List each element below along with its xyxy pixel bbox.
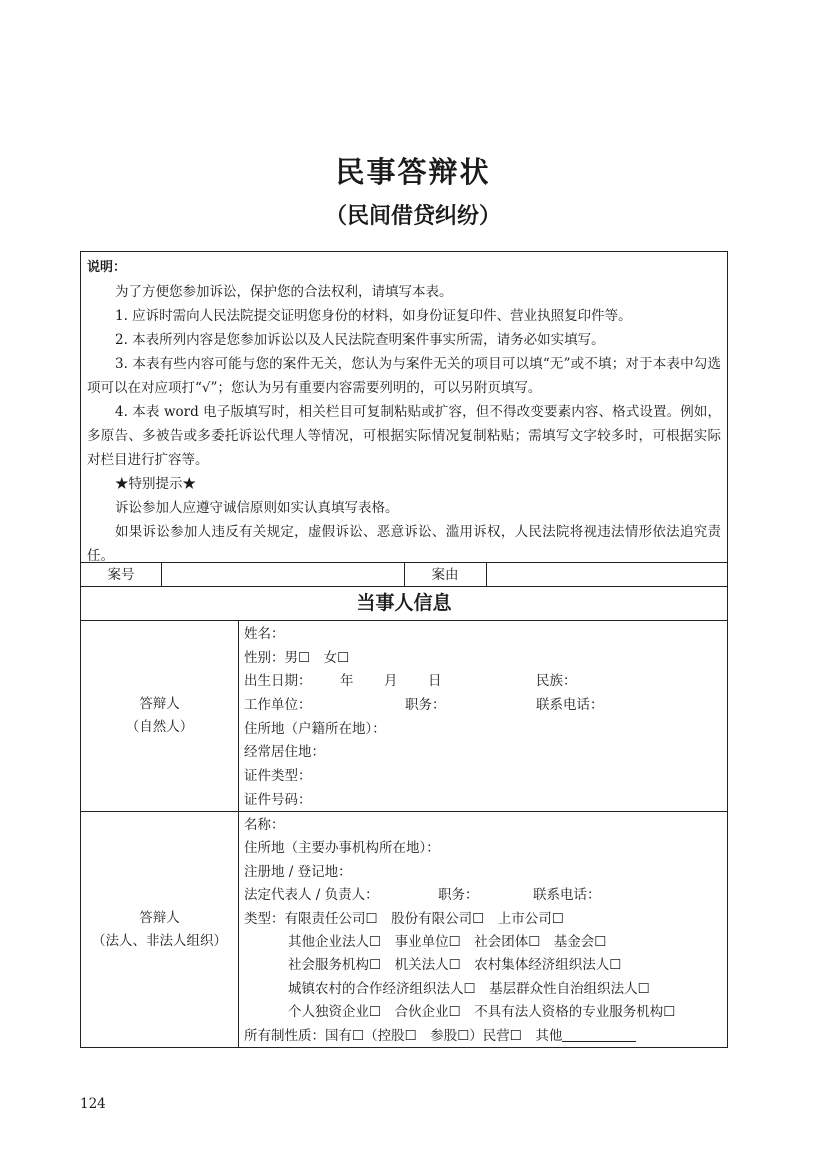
instruction-paragraph: 如果诉讼参加人违反有关规定，虚假诉讼、恶意诉讼、滥用诉权，人民法院将视违法情形依法追究责任。 xyxy=(87,524,721,564)
instruction-paragraph: 3. 本表有些内容可能与您的案件无关，您认为与案件无关的项目可以填“无”或不填；对于本表中勾选项可以在对应项打“√”；您认为另有重要内容需要列明的，可以另附页填写。 xyxy=(87,356,721,396)
employer-label: 工作单位： xyxy=(244,697,312,714)
registration-field[interactable]: 注册地 / 登记地： xyxy=(244,863,352,880)
case-cause-label: 案由 xyxy=(431,567,459,583)
special-notice-heading: ★特别提示★ xyxy=(115,476,196,492)
legal-person-label: （法人、非法人组织） xyxy=(92,933,227,949)
natural-person-fields xyxy=(244,623,723,813)
id-type-field[interactable]: 证件类型： xyxy=(244,768,312,785)
name-field[interactable]: 姓名： xyxy=(244,626,285,642)
instruction-paragraph: 诉讼参加人应遵守诚信原则如实认真填写表格。 xyxy=(115,500,399,516)
legal-person-fields xyxy=(244,814,723,1048)
case-info-row xyxy=(81,563,727,587)
rep-phone-label: 联系电话： xyxy=(533,887,601,904)
gender-field[interactable]: 性别：男☐ 女☐ xyxy=(244,649,350,666)
representative-row xyxy=(244,884,723,907)
domicile-field[interactable]: 住所地（户籍所在地）： xyxy=(244,720,386,737)
case-number-label: 案号 xyxy=(107,567,135,583)
instruction-paragraph: 4. 本表 word 电子版填写时，相关栏目可复制粘贴或扩容，但不得改变要素内容、格式设置。例如，多原告、多被告或多委托诉讼代理人等情况，可根据实际情况复制粘贴；需填写文字较多时，可根据实际对栏目进行扩容等。 xyxy=(87,404,721,468)
employment-row xyxy=(244,694,723,718)
case-cause-field[interactable] xyxy=(487,563,727,587)
instruction-paragraph: 2. 本表所列内容是您参加诉讼以及人民法院查明案件事实所需，请务必如实填写。 xyxy=(115,332,605,348)
instruction-paragraph: 1. 应诉时需向人民法院提交证明您身份的材料，如身份证复印件、营业执照复印件等。 xyxy=(115,308,632,324)
case-number-field[interactable] xyxy=(162,563,404,587)
natural-person-label: （自然人） xyxy=(125,719,194,735)
rep-position-label: 职务： xyxy=(438,887,479,904)
instructions-section xyxy=(81,252,727,563)
ownership-row[interactable] xyxy=(244,1025,723,1048)
respondent-label: 答辩人 xyxy=(139,910,180,926)
position-label: 职务： xyxy=(405,697,446,714)
defense-form-table xyxy=(80,251,728,1048)
page-number: 124 xyxy=(80,1096,106,1112)
birth-date-row xyxy=(244,670,723,694)
org-type-line[interactable]: 个人独资企业☐ 合伙企业☐ 不具有法人资格的专业服务机构☐ xyxy=(288,1004,676,1021)
month-label: 月 xyxy=(384,673,398,690)
respondent-label: 答辩人 xyxy=(139,696,180,712)
org-type-line[interactable]: 社会服务机构☐ 机关法人☐ 农村集体经济组织法人☐ xyxy=(288,957,622,974)
respondent-natural-person-label xyxy=(81,621,239,811)
party-info-heading: 当事人信息 xyxy=(81,587,727,621)
org-domicile-field[interactable]: 住所地（主要办事机构所在地）： xyxy=(244,840,440,857)
document-subtitle: （民间借贷纠纷） xyxy=(324,203,501,229)
respondent-legal-person-block xyxy=(81,812,727,1048)
representative-label: 法定代表人 / 负责人： xyxy=(244,887,379,904)
residence-field[interactable]: 经常居住地： xyxy=(244,744,325,761)
year-label: 年 xyxy=(340,673,354,690)
org-type-line[interactable]: 类型：有限责任公司☐ 股份有限公司☐ 上市公司☐ xyxy=(244,910,564,927)
instructions-heading: 说明： xyxy=(87,260,127,275)
phone-label: 联系电话： xyxy=(536,697,604,714)
day-label: 日 xyxy=(428,673,442,690)
other-blank-line[interactable] xyxy=(562,1027,636,1042)
id-number-field[interactable]: 证件号码： xyxy=(244,791,312,808)
instruction-paragraph: 为了方便您参加诉讼，保护您的合法权利，请填写本表。 xyxy=(115,284,453,300)
birth-date-label: 出生日期： xyxy=(244,673,312,690)
respondent-legal-person-label xyxy=(81,812,239,1048)
org-type-line[interactable]: 其他企业法人☐ 事业单位☐ 社会团体☐ 基金会☐ xyxy=(288,933,607,950)
org-type-line[interactable]: 城镇农村的合作经济组织法人☐ 基层群众性自治组织法人☐ xyxy=(288,980,650,997)
respondent-natural-person-block xyxy=(81,621,727,812)
ethnicity-label: 民族： xyxy=(536,673,577,690)
org-name-field[interactable]: 名称： xyxy=(244,817,285,833)
ownership-label: 所有制性质：国有☐（控股☐ 参股☐）民营☐ 其他 xyxy=(244,1027,563,1044)
document-title: 民事答辩状 xyxy=(335,155,491,189)
